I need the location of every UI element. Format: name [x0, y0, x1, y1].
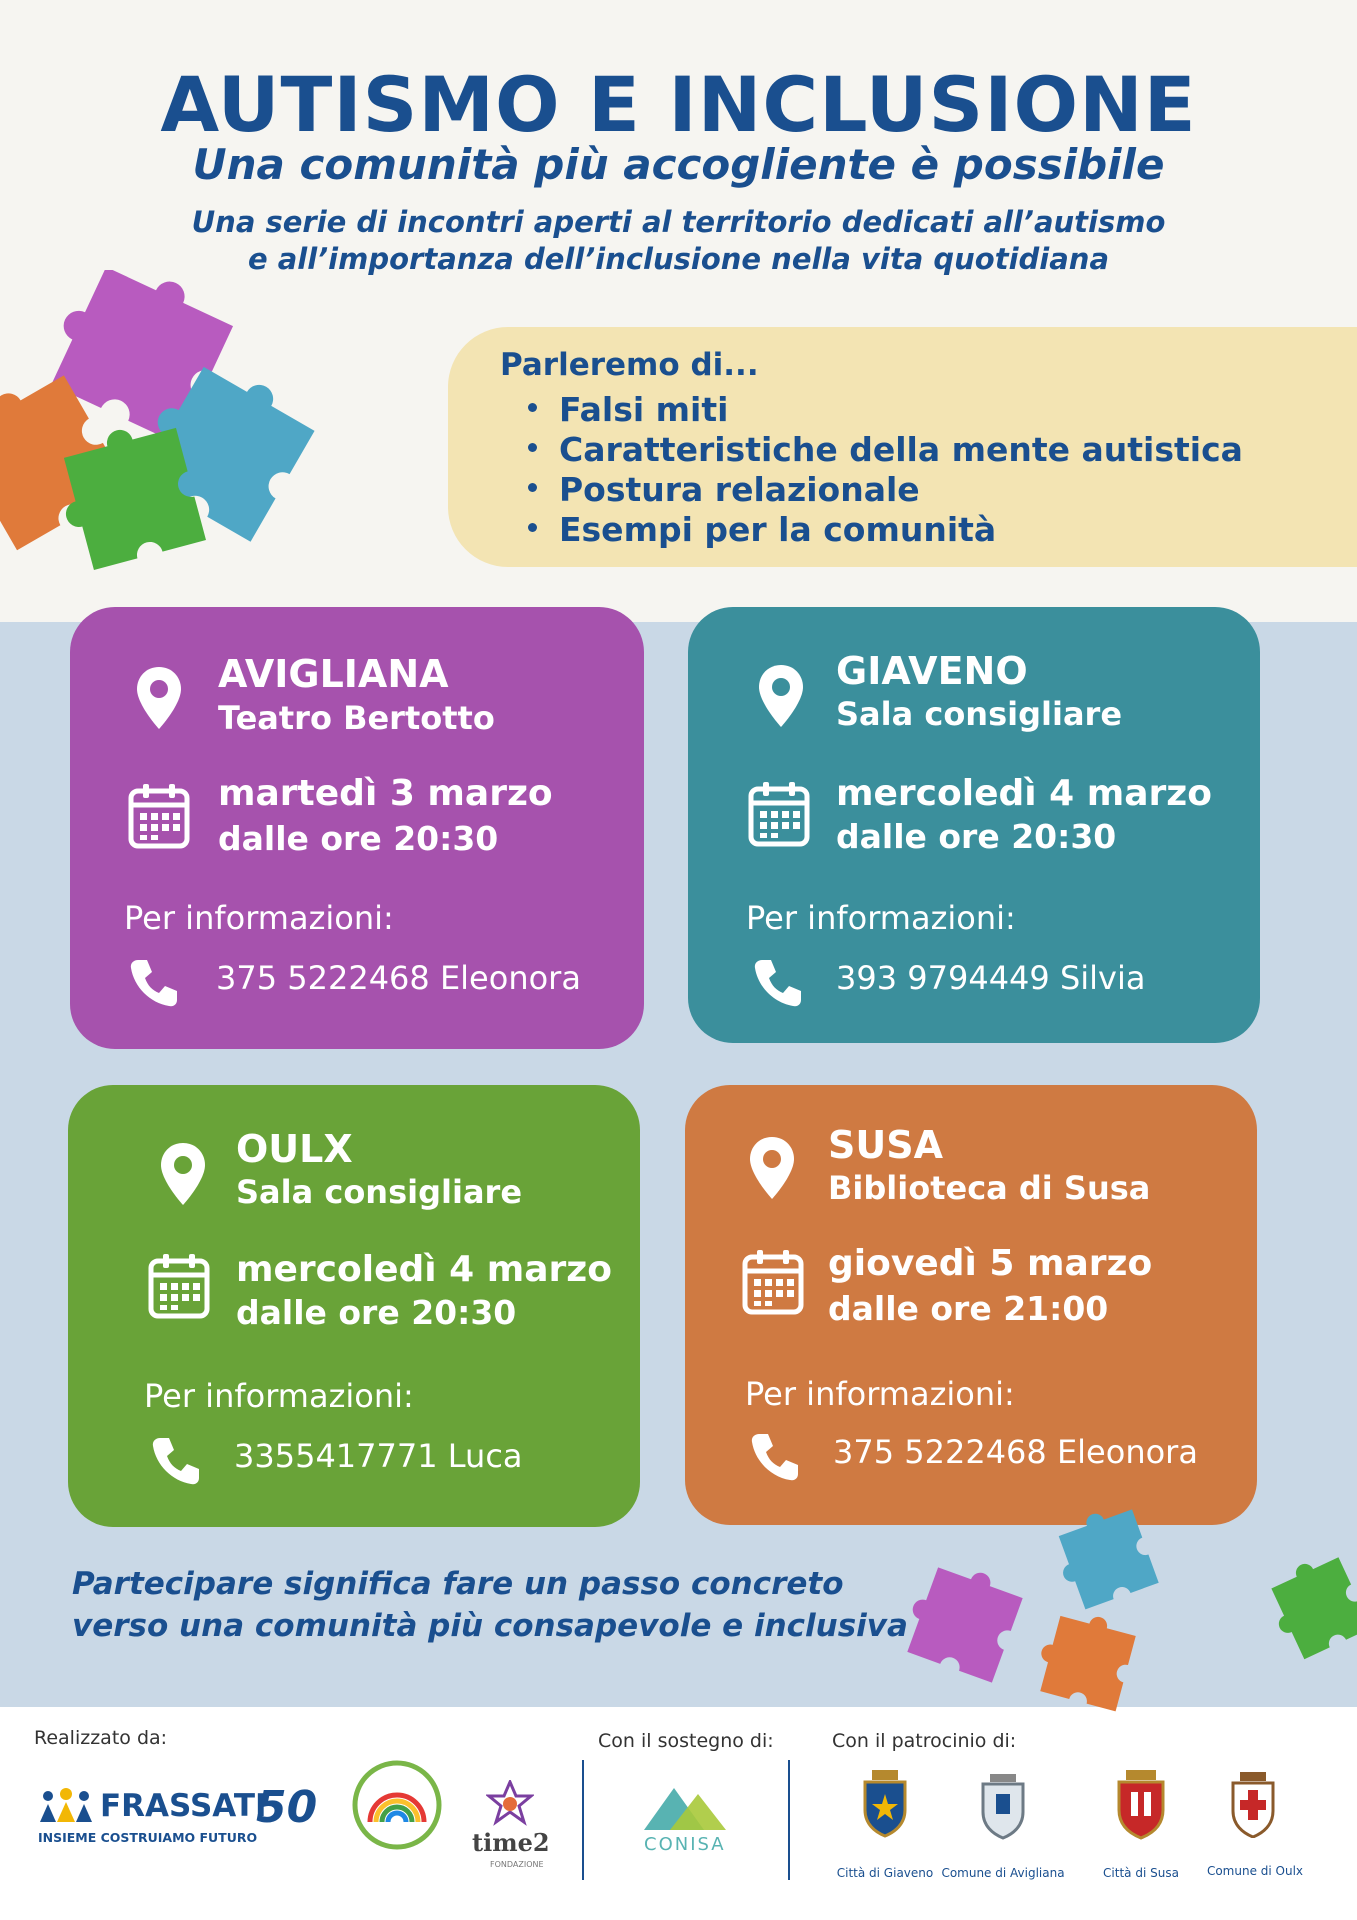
info-label: Per informazioni: [144, 1377, 414, 1415]
event-venue: Teatro Bertotto [218, 699, 495, 737]
topic-label: Falsi miti [559, 390, 729, 429]
crest-icon [860, 1770, 910, 1838]
description-line-2: e all’importanza dell’inclusione nella vita quotidiana [247, 242, 1110, 276]
closing-line-2: verso una comunità più consapevole e inclusiva [72, 1608, 908, 1644]
footer-divider [582, 1760, 584, 1880]
event-date: martedì 3 marzo [218, 773, 553, 814]
event-city: AVIGLIANA [218, 652, 449, 696]
info-label: Per informazioni: [745, 1375, 1015, 1413]
event-phone[interactable]: 375 5222468 Eleonora [216, 959, 581, 997]
bullet-icon [528, 443, 537, 452]
crest-icon [1228, 1772, 1278, 1838]
arcobaleno-logo [352, 1760, 442, 1850]
event-venue: Sala consigliare [836, 695, 1123, 733]
bullet-icon [528, 403, 537, 412]
description-line-1: Una serie di incontri aperti al territorio dedicati all’autismo [191, 205, 1166, 239]
patronage-label: Con il patrocinio di: [832, 1730, 1017, 1752]
event-phone[interactable]: 393 9794449 Silvia [836, 959, 1146, 997]
event-city: OULX [236, 1127, 353, 1171]
event-card-giaveno [688, 607, 1260, 1043]
time2-logo [466, 1780, 556, 1870]
map-pin-icon [134, 665, 184, 731]
event-time: dalle ore 20:30 [218, 819, 499, 858]
info-label: Per informazioni: [746, 899, 1016, 937]
phone-icon [150, 1435, 202, 1487]
map-pin-icon [747, 1135, 797, 1201]
bullet-icon [528, 523, 537, 532]
crest-icon [1114, 1770, 1168, 1840]
crest-icon [978, 1774, 1028, 1840]
star-logo-icon [486, 1780, 534, 1828]
topic-label: Postura relazionale [559, 470, 920, 509]
time2-sub: FONDAZIONE [490, 1860, 544, 1869]
event-time: dalle ore 20:30 [836, 817, 1117, 856]
event-date: mercoledì 4 marzo [836, 773, 1212, 814]
frassati-50: 50 [256, 1782, 318, 1833]
topics-heading: Parleremo di... [500, 347, 759, 383]
event-date: mercoledì 4 marzo [236, 1249, 612, 1290]
people-icon [38, 1788, 94, 1824]
map-pin-icon [756, 663, 806, 729]
topic-item [528, 430, 1243, 469]
crest-label: Comune di Oulx [1206, 1864, 1304, 1878]
event-venue: Sala consigliare [236, 1173, 523, 1211]
frassati-logo [38, 1782, 338, 1856]
event-city: SUSA [828, 1123, 944, 1167]
event-venue: Biblioteca di Susa [828, 1169, 1151, 1207]
event-time: dalle ore 21:00 [828, 1289, 1109, 1328]
page-subtitle: Una comunità più accogliente è possibile [192, 140, 1165, 189]
closing-line-1: Partecipare significa fare un passo concreto [72, 1566, 844, 1602]
calendar-icon [742, 1249, 804, 1315]
event-date: giovedì 5 marzo [828, 1243, 1153, 1284]
crest-label: Città di Susa [1103, 1866, 1179, 1880]
event-phone[interactable]: 3355417771 Luca [234, 1437, 523, 1475]
phone-icon [749, 1431, 801, 1483]
frassati-name: FRASSATI [100, 1788, 267, 1824]
topic-item [528, 470, 920, 509]
made-by-label: Realizzato da: [34, 1727, 168, 1749]
conisa-logo [640, 1780, 740, 1870]
calendar-icon [748, 781, 810, 847]
event-card-avigliana [70, 607, 644, 1049]
bullet-icon [528, 483, 537, 492]
event-city: GIAVENO [836, 649, 1028, 693]
mountains-icon [640, 1780, 730, 1832]
crest-label: Comune di Avigliana [941, 1866, 1065, 1880]
rainbow-logo-icon [352, 1760, 442, 1850]
calendar-icon [128, 783, 190, 849]
frassati-tagline: INSIEME COSTRUIAMO FUTURO [38, 1830, 258, 1845]
event-card-susa [685, 1085, 1257, 1525]
event-time: dalle ore 20:30 [236, 1293, 517, 1332]
topic-item [528, 390, 728, 429]
puzzle-pieces-icon [0, 270, 320, 630]
topic-label: Esempi per la comunità [559, 510, 997, 549]
calendar-icon [148, 1253, 210, 1319]
patronage-crests [820, 1770, 1340, 1890]
page-title: AUTISMO E INCLUSIONE [160, 60, 1197, 149]
topic-item [528, 510, 996, 549]
event-phone[interactable]: 375 5222468 Eleonora [833, 1433, 1198, 1471]
event-card-oulx [68, 1085, 640, 1527]
support-label: Con il sostegno di: [598, 1730, 774, 1752]
footer-divider [788, 1760, 790, 1880]
puzzle-pieces-icon [900, 1500, 1357, 1720]
phone-icon [752, 957, 804, 1009]
crest-label: Città di Giaveno [836, 1866, 934, 1880]
topic-label: Caratteristiche della mente autistica [559, 430, 1243, 469]
info-label: Per informazioni: [124, 899, 394, 937]
conisa-text: CONISA [644, 1834, 726, 1855]
map-pin-icon [158, 1141, 208, 1207]
phone-icon [128, 957, 180, 1009]
time2-text: time2 [472, 1828, 550, 1857]
